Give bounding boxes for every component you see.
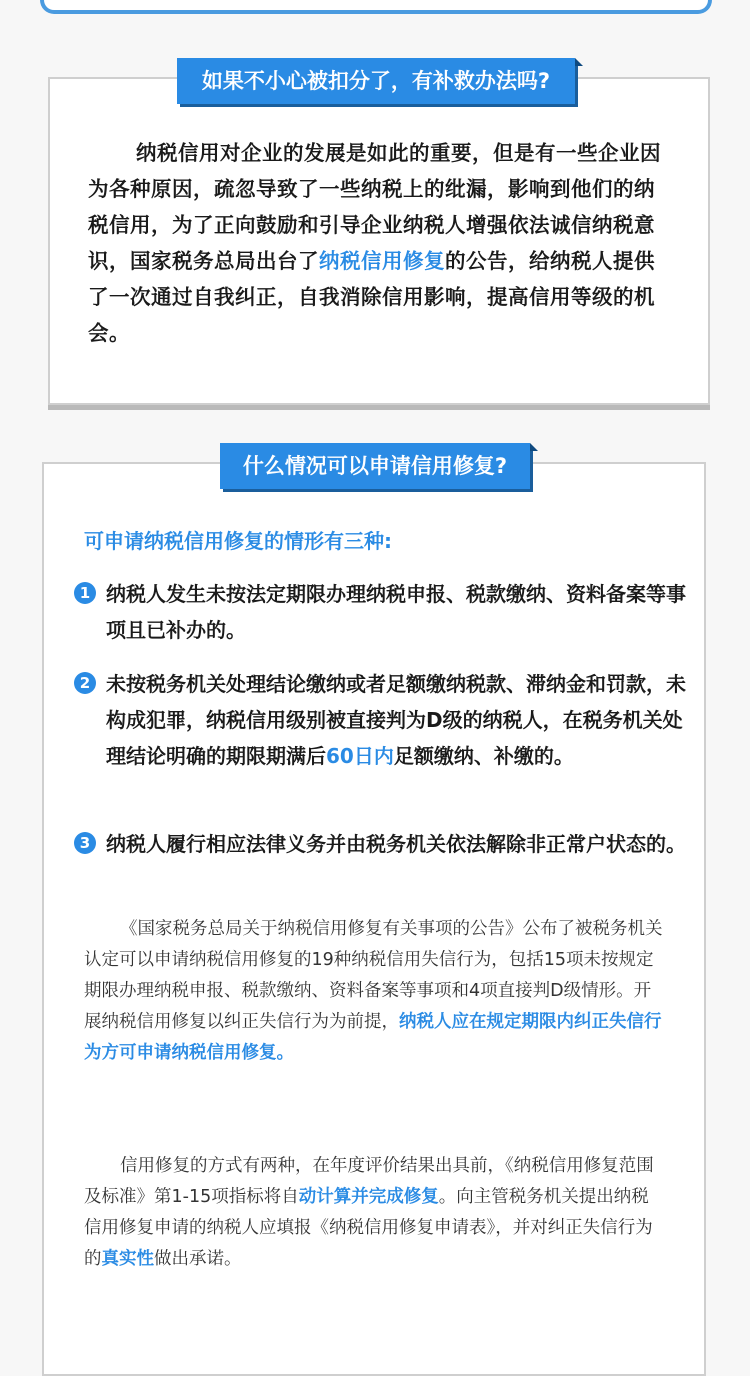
conditions-subheading: 可申请纳税信用修复的情形有三种: xyxy=(84,529,392,553)
top-frame xyxy=(40,0,712,14)
highlight-auto-repair: 动计算并完成修复 xyxy=(298,1187,439,1207)
number-1-icon: 1 xyxy=(74,582,96,604)
highlight-credit-repair: 纳税信用修复 xyxy=(319,249,445,273)
banner-fold xyxy=(575,58,583,66)
condition-text: 未按税务机关处理结论缴纳或者足额缴纳税款、滞纳金和罚款，未构成犯罪，纳税信用级别被直接判为D级的纳税人，在税务机关处理结论明确的期限期满后60日内足额缴纳、补缴的。 xyxy=(106,672,686,768)
highlight-correct-first: 纳税人应在规定期限内纠正失信行为方可申请纳税信用修复。 xyxy=(84,1012,662,1063)
number-3-icon: 3 xyxy=(74,832,96,854)
condition-item-1 xyxy=(74,576,686,648)
remedy-paragraph: 纳税信用对企业的发展是如此的重要，但是有一些企业因为各种原因，疏忽导致了一些纳税上的纰漏，影响到他们的纳税信用，为了正向鼓励和引导企业纳税人增强依法诚信纳税意识，国家税务总局出台了纳税信用修复的公告，给纳税人提供了一次通过自我纠正，自我消除信用影响，提高信用等级的机会。 xyxy=(88,141,661,345)
section-title-remedy: 如果不小心被扣分了，有补救办法吗? xyxy=(177,58,575,104)
banner-fold xyxy=(530,443,538,451)
condition-item-3 xyxy=(74,826,686,898)
condition-text: 纳税人履行相应法律义务并由税务机关依法解除非正常户状态的。 xyxy=(106,832,686,856)
highlight-authenticity: 真实性 xyxy=(101,1249,154,1269)
announcement-paragraph: 《国家税务总局关于纳税信用修复有关事项的公告》公布了被税务机关认定可以申请纳税信用修复的19种纳税信用失信行为，包括15项未按规定期限办理纳税申报、税款缴纳、资料备案等事项和4项直接判D级情形。开展纳税信用修复以纠正失信行为为前提，纳税人应在规定期限内纠正失信行为方可申请纳税信用修复。 xyxy=(84,919,663,1063)
section-title-conditions: 什么情况可以申请信用修复? xyxy=(220,443,530,489)
number-2-icon: 2 xyxy=(74,672,96,694)
repair-method-paragraph: 信用修复的方式有两种，在年度评价结果出具前，《纳税信用修复范围及标准》第1-15项指标将自动计算并完成修复。向主管税务机关提出纳税信用修复申请的纳税人应填报《纳税信用修复申请表》，并对纠正失信行为的真实性做出承诺。 xyxy=(84,1156,654,1269)
condition-item-2 xyxy=(74,666,686,810)
condition-text: 纳税人发生未按法定期限办理纳税申报、税款缴纳、资料备案等事项且已补办的。 xyxy=(106,582,686,642)
highlight-60-days: 60日内 xyxy=(326,744,394,768)
